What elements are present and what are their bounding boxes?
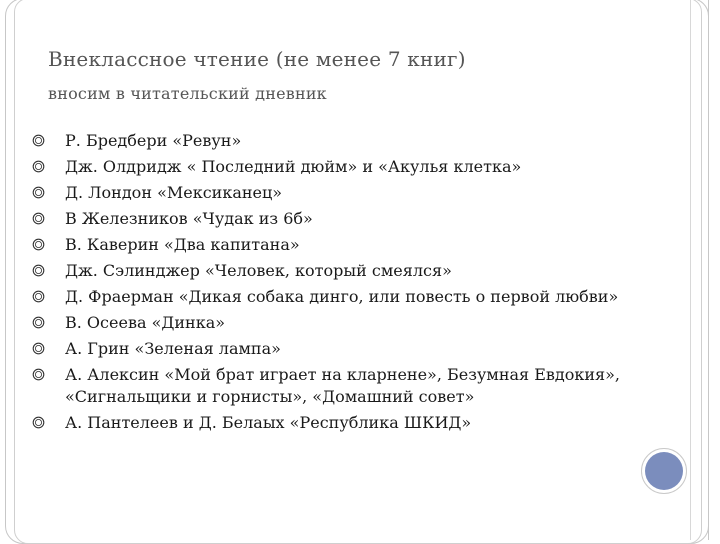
list-item — [32, 234, 632, 256]
list-item — [32, 338, 632, 360]
slide-right-band — [690, 0, 709, 540]
circle-bullet-icon — [32, 160, 45, 173]
list-item-text: Р. Бредбери «Ревун» — [65, 131, 242, 150]
list-item-text: В. Осеева «Динка» — [65, 313, 226, 332]
circle-bullet-icon — [32, 264, 45, 277]
list-item-text: Д. Лондон «Мексиканец» — [65, 183, 283, 202]
list-item-text: Д. Фраерман «Дикая собака динго, или повесть о первой любви» — [65, 287, 619, 306]
list-item — [32, 260, 632, 282]
circle-bullet-icon — [32, 134, 45, 147]
list-item — [32, 364, 632, 407]
book-list — [32, 130, 632, 438]
circle-bullet-icon — [32, 238, 45, 251]
list-item — [32, 412, 632, 434]
list-item-text: А. Алексин «Мой брат играет на кларнене», Безумная Евдокия», «Сигнальщики и горнисты», «Домашний совет» — [65, 365, 621, 406]
list-item — [32, 182, 632, 204]
list-item-text: В Железников «Чудак из 6б» — [65, 209, 313, 228]
list-item — [32, 208, 632, 230]
list-item — [32, 130, 632, 152]
circle-bullet-icon — [32, 186, 45, 199]
circle-bullet-icon — [32, 342, 45, 355]
list-item — [32, 312, 632, 334]
list-item-text: Дж. Олдридж « Последний дюйм» и «Акулья клетка» — [65, 157, 522, 176]
slide-subtitle: вносим в читательский дневник — [48, 84, 327, 103]
circle-bullet-icon — [32, 290, 45, 303]
list-item-text: В. Каверин «Два капитана» — [65, 235, 300, 254]
list-item — [32, 286, 632, 308]
slide-title: Внеклассное чтение (не менее 7 книг) — [48, 47, 466, 71]
circle-bullet-icon — [32, 316, 45, 329]
list-item-text: А. Пантелеев и Д. Белаых «Республика ШКИД» — [65, 412, 472, 432]
list-item-text: Дж. Сэлинджер «Человек, который смеялся» — [65, 261, 452, 280]
circle-bullet-icon — [32, 212, 45, 225]
list-item-text: А. Грин «Зеленая лампа» — [65, 339, 281, 358]
circle-bullet-icon — [32, 368, 45, 381]
circle-bullet-icon — [32, 416, 45, 429]
decorative-circle — [645, 452, 683, 490]
list-item — [32, 156, 632, 178]
